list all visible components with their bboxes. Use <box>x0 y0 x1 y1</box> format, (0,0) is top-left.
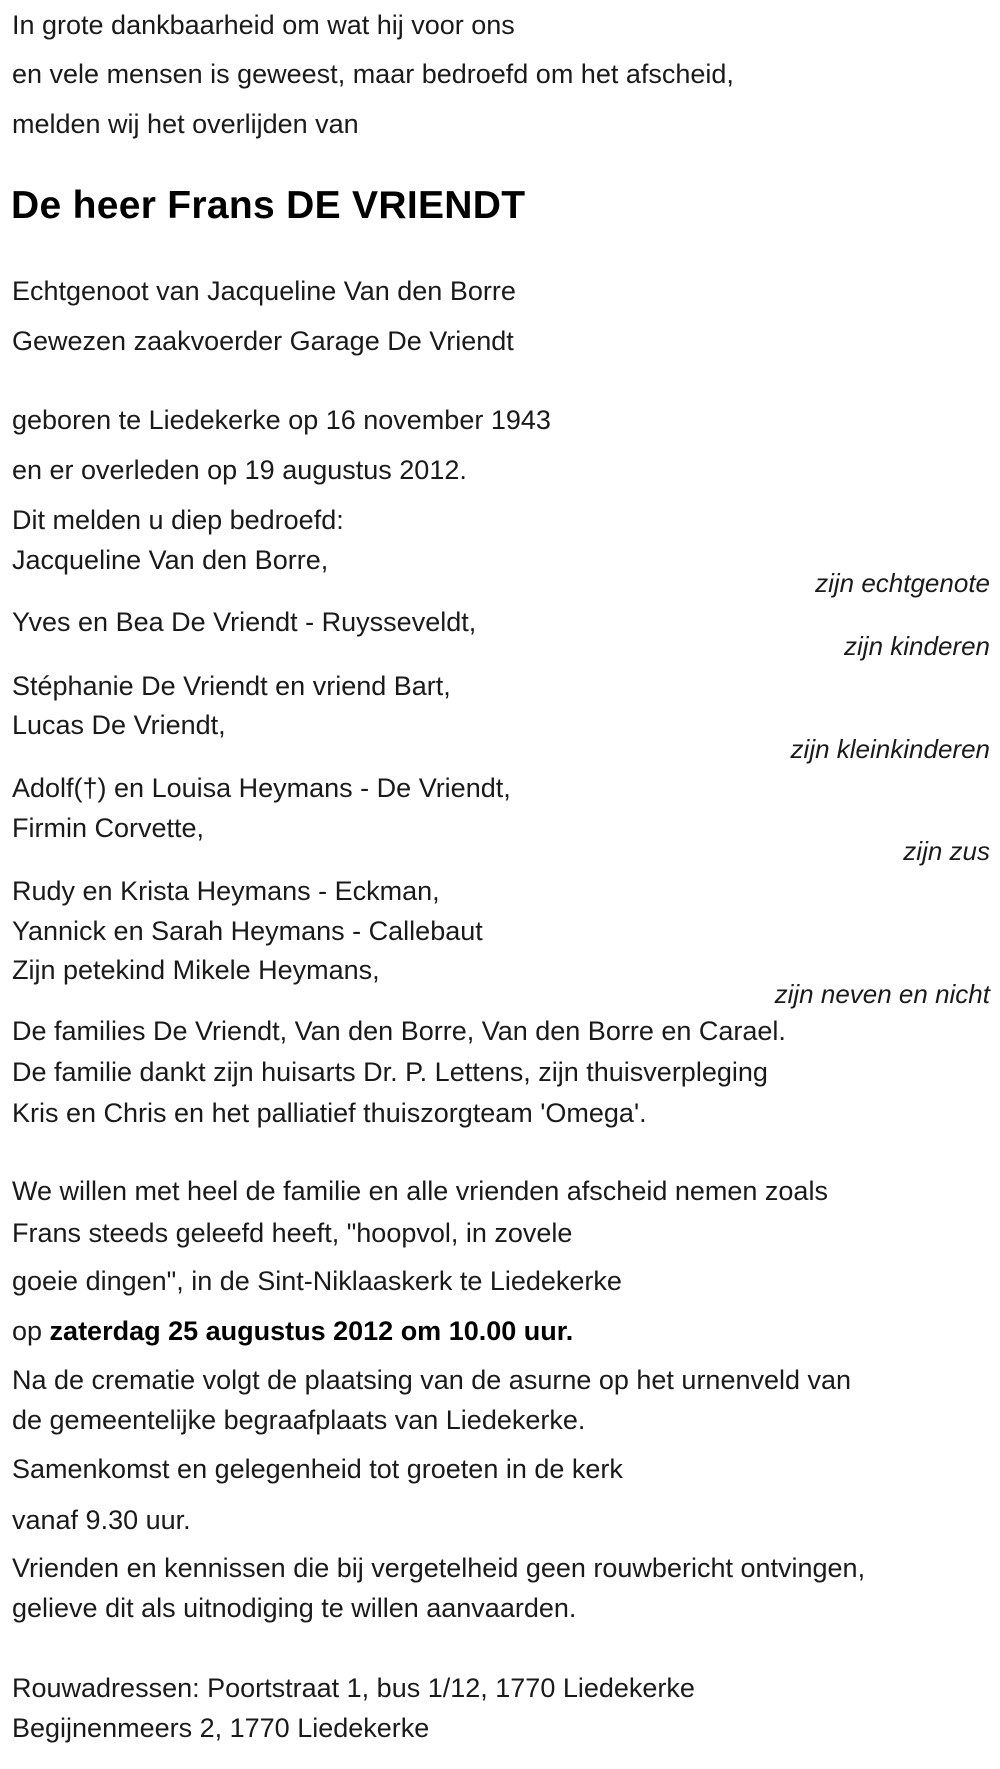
mourner-name: Lucas De Vriendt, <box>12 710 226 740</box>
mourner-role: zijn kinderen <box>844 631 990 661</box>
mourner-name: Yannick en Sarah Heymans - Callebaut <box>12 916 483 946</box>
gathering-time: vanaf 9.30 uur. <box>12 1505 191 1535</box>
thanks-line: De familie dankt zijn huisarts Dr. P. Lettens, zijn thuisverpleging <box>12 1057 768 1087</box>
address-line: Begijnenmeers 2, 1770 Liedekerke <box>12 1713 430 1743</box>
address-line: Rouwadressen: Poortstraat 1, bus 1/12, 1770 Liedekerke <box>12 1673 695 1703</box>
ceremony-line: goeie dingen", in de Sint-Niklaaskerk te Liedekerke <box>12 1266 622 1296</box>
cremation-line: Na de crematie volgt de plaatsing van de asurne op het urnenveld van <box>12 1365 852 1395</box>
date-prefix: op <box>12 1316 50 1346</box>
cremation-line: de gemeentelijke begraafplaats van Liedekerke. <box>12 1405 586 1435</box>
mourner-role: zijn neven en nicht <box>774 979 990 1009</box>
invitation-line: Vrienden en kennissen die bij vergetelheid geen rouwbericht ontvingen, <box>12 1553 866 1583</box>
mourner-name: Yves en Bea De Vriendt - Ruysseveldt, <box>12 607 477 637</box>
ceremony-line: Frans steeds geleefd heeft, "hoopvol, in zovele <box>12 1218 573 1248</box>
mourners-intro: Dit melden u diep bedroefd: <box>12 505 344 535</box>
ceremony-line: We willen met heel de familie en alle vrienden afscheid nemen zoals <box>12 1176 828 1206</box>
mourner-role: zijn zus <box>903 836 990 866</box>
gathering-line: Samenkomst en gelegenheid tot groeten in de kerk <box>12 1454 623 1484</box>
invitation-line: gelieve dit als uitnodiging te willen aanvaarden. <box>12 1593 577 1623</box>
mourner-role: zijn kleinkinderen <box>790 734 990 764</box>
mourner-name: Adolf(†) en Louisa Heymans - De Vriendt, <box>12 773 511 803</box>
intro-line: en vele mensen is geweest, maar bedroefd om het afscheid, <box>12 59 734 89</box>
mourner-name: Jacqueline Van den Borre, <box>12 545 329 575</box>
families-line: De families De Vriendt, Van den Borre, Van den Borre en Carael. <box>12 1016 786 1046</box>
mourner-role: zijn echtgenote <box>815 568 990 598</box>
mourner-name: Firmin Corvette, <box>12 813 205 843</box>
thanks-line: Kris en Chris en het palliatief thuiszorgteam 'Omega'. <box>12 1098 647 1128</box>
occupation-line: Gewezen zaakvoerder Garage De Vriendt <box>12 326 514 356</box>
mourner-name: Zijn petekind Mikele Heymans, <box>12 955 380 985</box>
ceremony-date-line <box>12 1314 573 1348</box>
deceased-name: De heer Frans DE VRIENDT <box>11 184 526 227</box>
intro-line: In grote dankbaarheid om wat hij voor ons <box>12 10 515 40</box>
spouse-line: Echtgenoot van Jacqueline Van den Borre <box>12 276 516 306</box>
death-line: en er overleden op 19 augustus 2012. <box>12 455 467 485</box>
mourner-name: Stéphanie De Vriendt en vriend Bart, <box>12 671 451 701</box>
intro-line: melden wij het overlijden van <box>12 109 359 139</box>
mourner-name: Rudy en Krista Heymans - Eckman, <box>12 876 440 906</box>
ceremony-date: zaterdag 25 augustus 2012 om 10.00 uur. <box>49 1316 574 1346</box>
birth-line: geboren te Liedekerke op 16 november 1943 <box>12 405 551 435</box>
